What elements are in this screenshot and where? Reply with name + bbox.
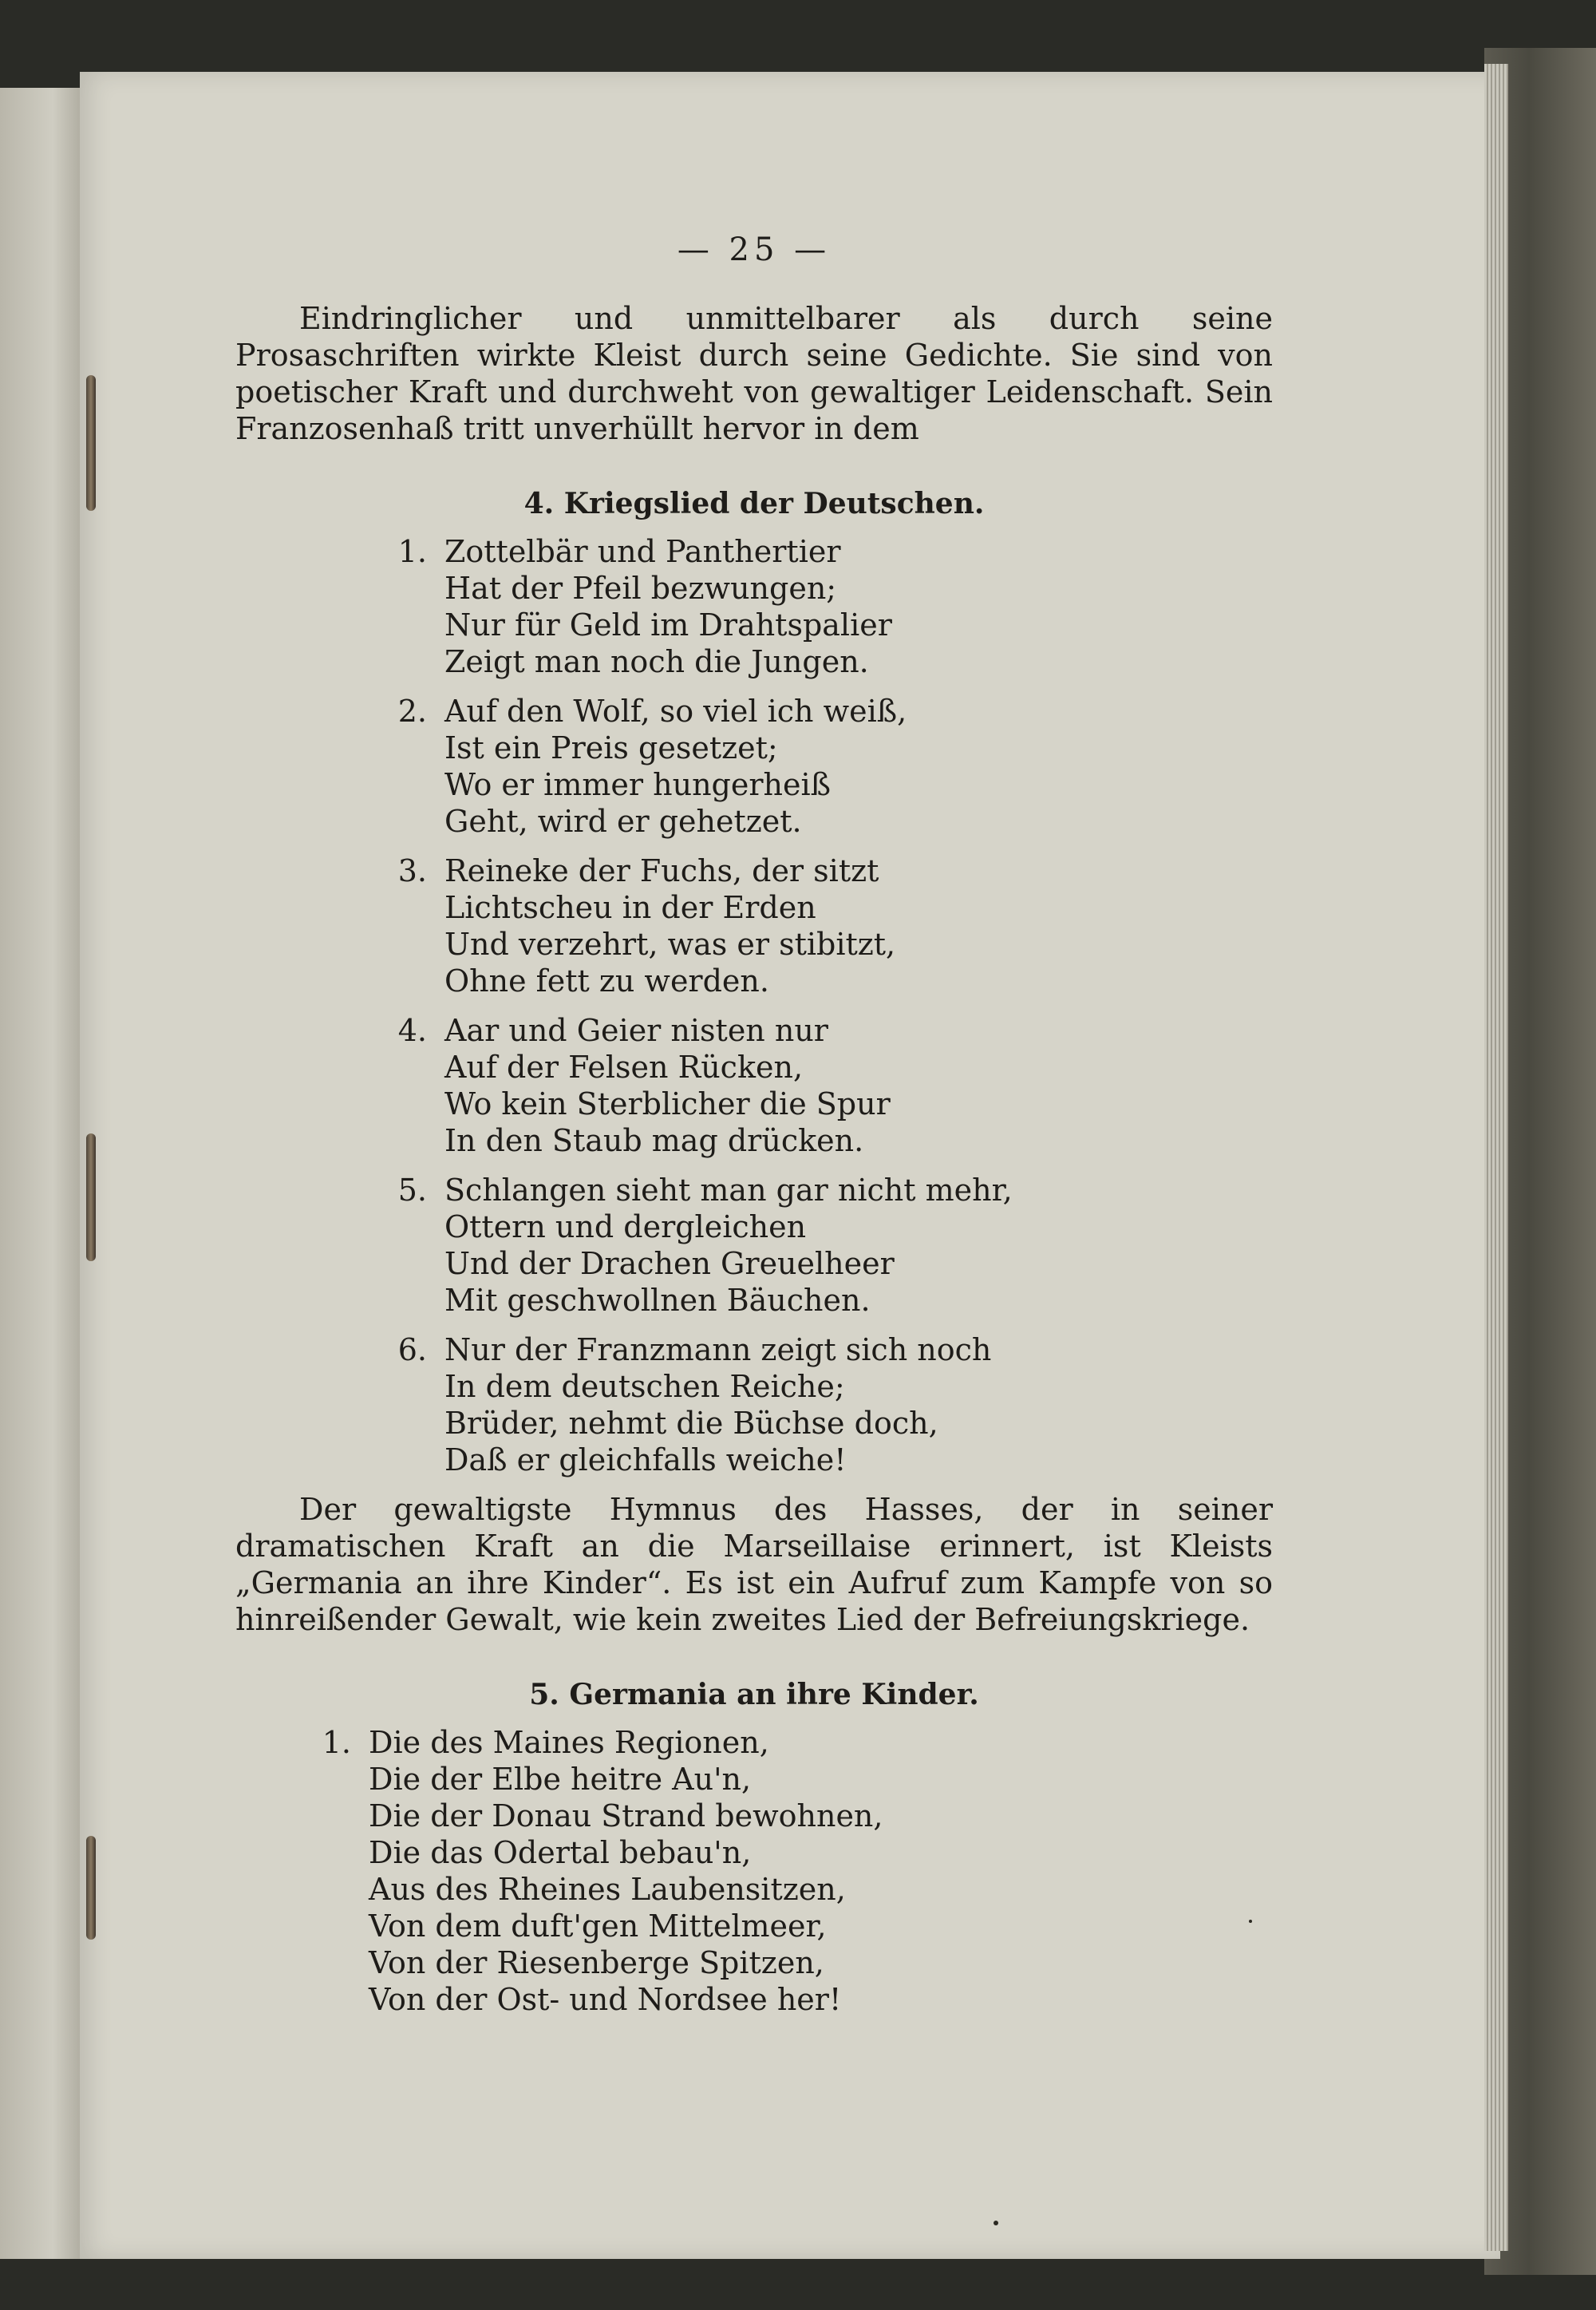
binding-thread (86, 1133, 96, 1261)
stanza (379, 1331, 1273, 1478)
verse-line: Ottern und dergleichen (444, 1209, 807, 1244)
verse-line: In den Staub mag drücken. (444, 1123, 864, 1158)
page-stack-edges (1484, 64, 1508, 2251)
verse-line: Lichtscheu in der Erden (444, 890, 816, 925)
verse-line: Die des Maines Regionen, (369, 1725, 769, 1760)
poem-title-kriegslied: 4. Kriegslied der Deutschen. (523, 487, 985, 520)
verse-line: Von der Riesenberge Spitzen, (369, 1945, 824, 1980)
verse-line: Auf der Felsen Rücken, (444, 1050, 804, 1085)
stanza-number: 2. (397, 694, 427, 729)
verse-line: Aar und Geier nisten nur (444, 1013, 828, 1048)
verse-line: Von dem duft'gen Mittelmeer, (369, 1909, 827, 1944)
verse-line: Zeigt man noch die Jungen. (444, 644, 869, 679)
left-page-edge (0, 88, 88, 2259)
ink-speck (994, 2221, 998, 2225)
verse-line: Ist ein Preis gesetzet; (444, 730, 778, 765)
binding-thread (86, 375, 96, 511)
verse-line: Hat der Pfeil bezwungen; (444, 571, 837, 606)
verse-line: Zottelbär und Panthertier (444, 534, 841, 569)
verse-line: Auf den Wolf, so viel ich weiß, (444, 694, 907, 729)
verse-line: Die der Elbe heitre Au'n, (369, 1762, 752, 1797)
page-content (235, 231, 1273, 2031)
verse-line: Nur der Franzmann zeigt sich noch (444, 1332, 992, 1367)
verse-line: Reineke der Fuchs, der sitzt (444, 853, 879, 888)
verse-line: Daß er gleichfalls weiche! (444, 1442, 847, 1477)
verse-line: Mit geschwollnen Bäuchen. (444, 1283, 871, 1318)
stanza-number: 3. (397, 853, 427, 888)
verse-line: Von der Ost- und Nordsee her! (369, 1982, 842, 2017)
verse-line: Wo kein Sterblicher die Spur (444, 1086, 891, 1121)
stanza-number: 6. (397, 1332, 427, 1367)
verse-line: Und verzehrt, was er stibitzt, (444, 927, 896, 962)
verse-line: Wo er immer hungerheiß (444, 767, 832, 802)
middle-paragraph: Der gewaltigste Hymnus des Hasses, der in seiner dramatischen Kraft an die Marseillaise erinnert, ist Kleists „Germania an ihre Kinder“. Es ist ein Aufruf zum Kampfe von so hinreißender Gewalt, wie kein zweites Lied der Befreiungskriege. (235, 1492, 1273, 1637)
poem-germania (303, 1724, 1273, 2018)
page-number: — 25 — (677, 231, 832, 268)
poem-kriegslied (379, 533, 1273, 1478)
verse-line: Die das Odertal bebau'n, (369, 1835, 752, 1870)
poem-title-germania: 5. Germania an ihre Kinder. (529, 1678, 979, 1711)
verse-line: Brüder, nehmt die Büchse doch, (444, 1406, 938, 1441)
verse-line: Ohne fett zu werden. (444, 963, 769, 999)
stanza (379, 693, 1273, 840)
verse-line: Und der Drachen Greuelheer (444, 1246, 895, 1281)
verse-line: Schlangen sieht man gar nicht mehr, (444, 1173, 1013, 1208)
stanza (379, 852, 1273, 999)
verse-line: In dem deutschen Reiche; (444, 1369, 845, 1404)
verse-line: Die der Donau Strand bewohnen, (369, 1798, 883, 1833)
intro-paragraph: Eindringlicher und unmittelbarer als durch seine Prosaschriften wirkte Kleist durch seine Gedichte. Sie sind von poetischer Kraft und durchweht von gewaltiger Leidenschaft. Sein Franzosenhaß tritt unverhüllt hervor in dem (235, 301, 1273, 446)
stanza (379, 533, 1273, 680)
binding-thread (86, 1836, 96, 1940)
stanza (379, 1012, 1273, 1159)
verse-line: Aus des Rheines Laubensitzen, (369, 1872, 846, 1907)
verse-line: Nur für Geld im Drahtspalier (444, 607, 892, 643)
stanza-number: 1. (397, 534, 427, 569)
stanza-number: 4. (397, 1013, 427, 1048)
stanza (379, 1172, 1273, 1319)
stanza-number: 1. (322, 1725, 351, 1760)
stanza (303, 1724, 1273, 2018)
stanza-number: 5. (397, 1173, 427, 1208)
verse-line: Geht, wird er gehetzet. (444, 804, 802, 839)
